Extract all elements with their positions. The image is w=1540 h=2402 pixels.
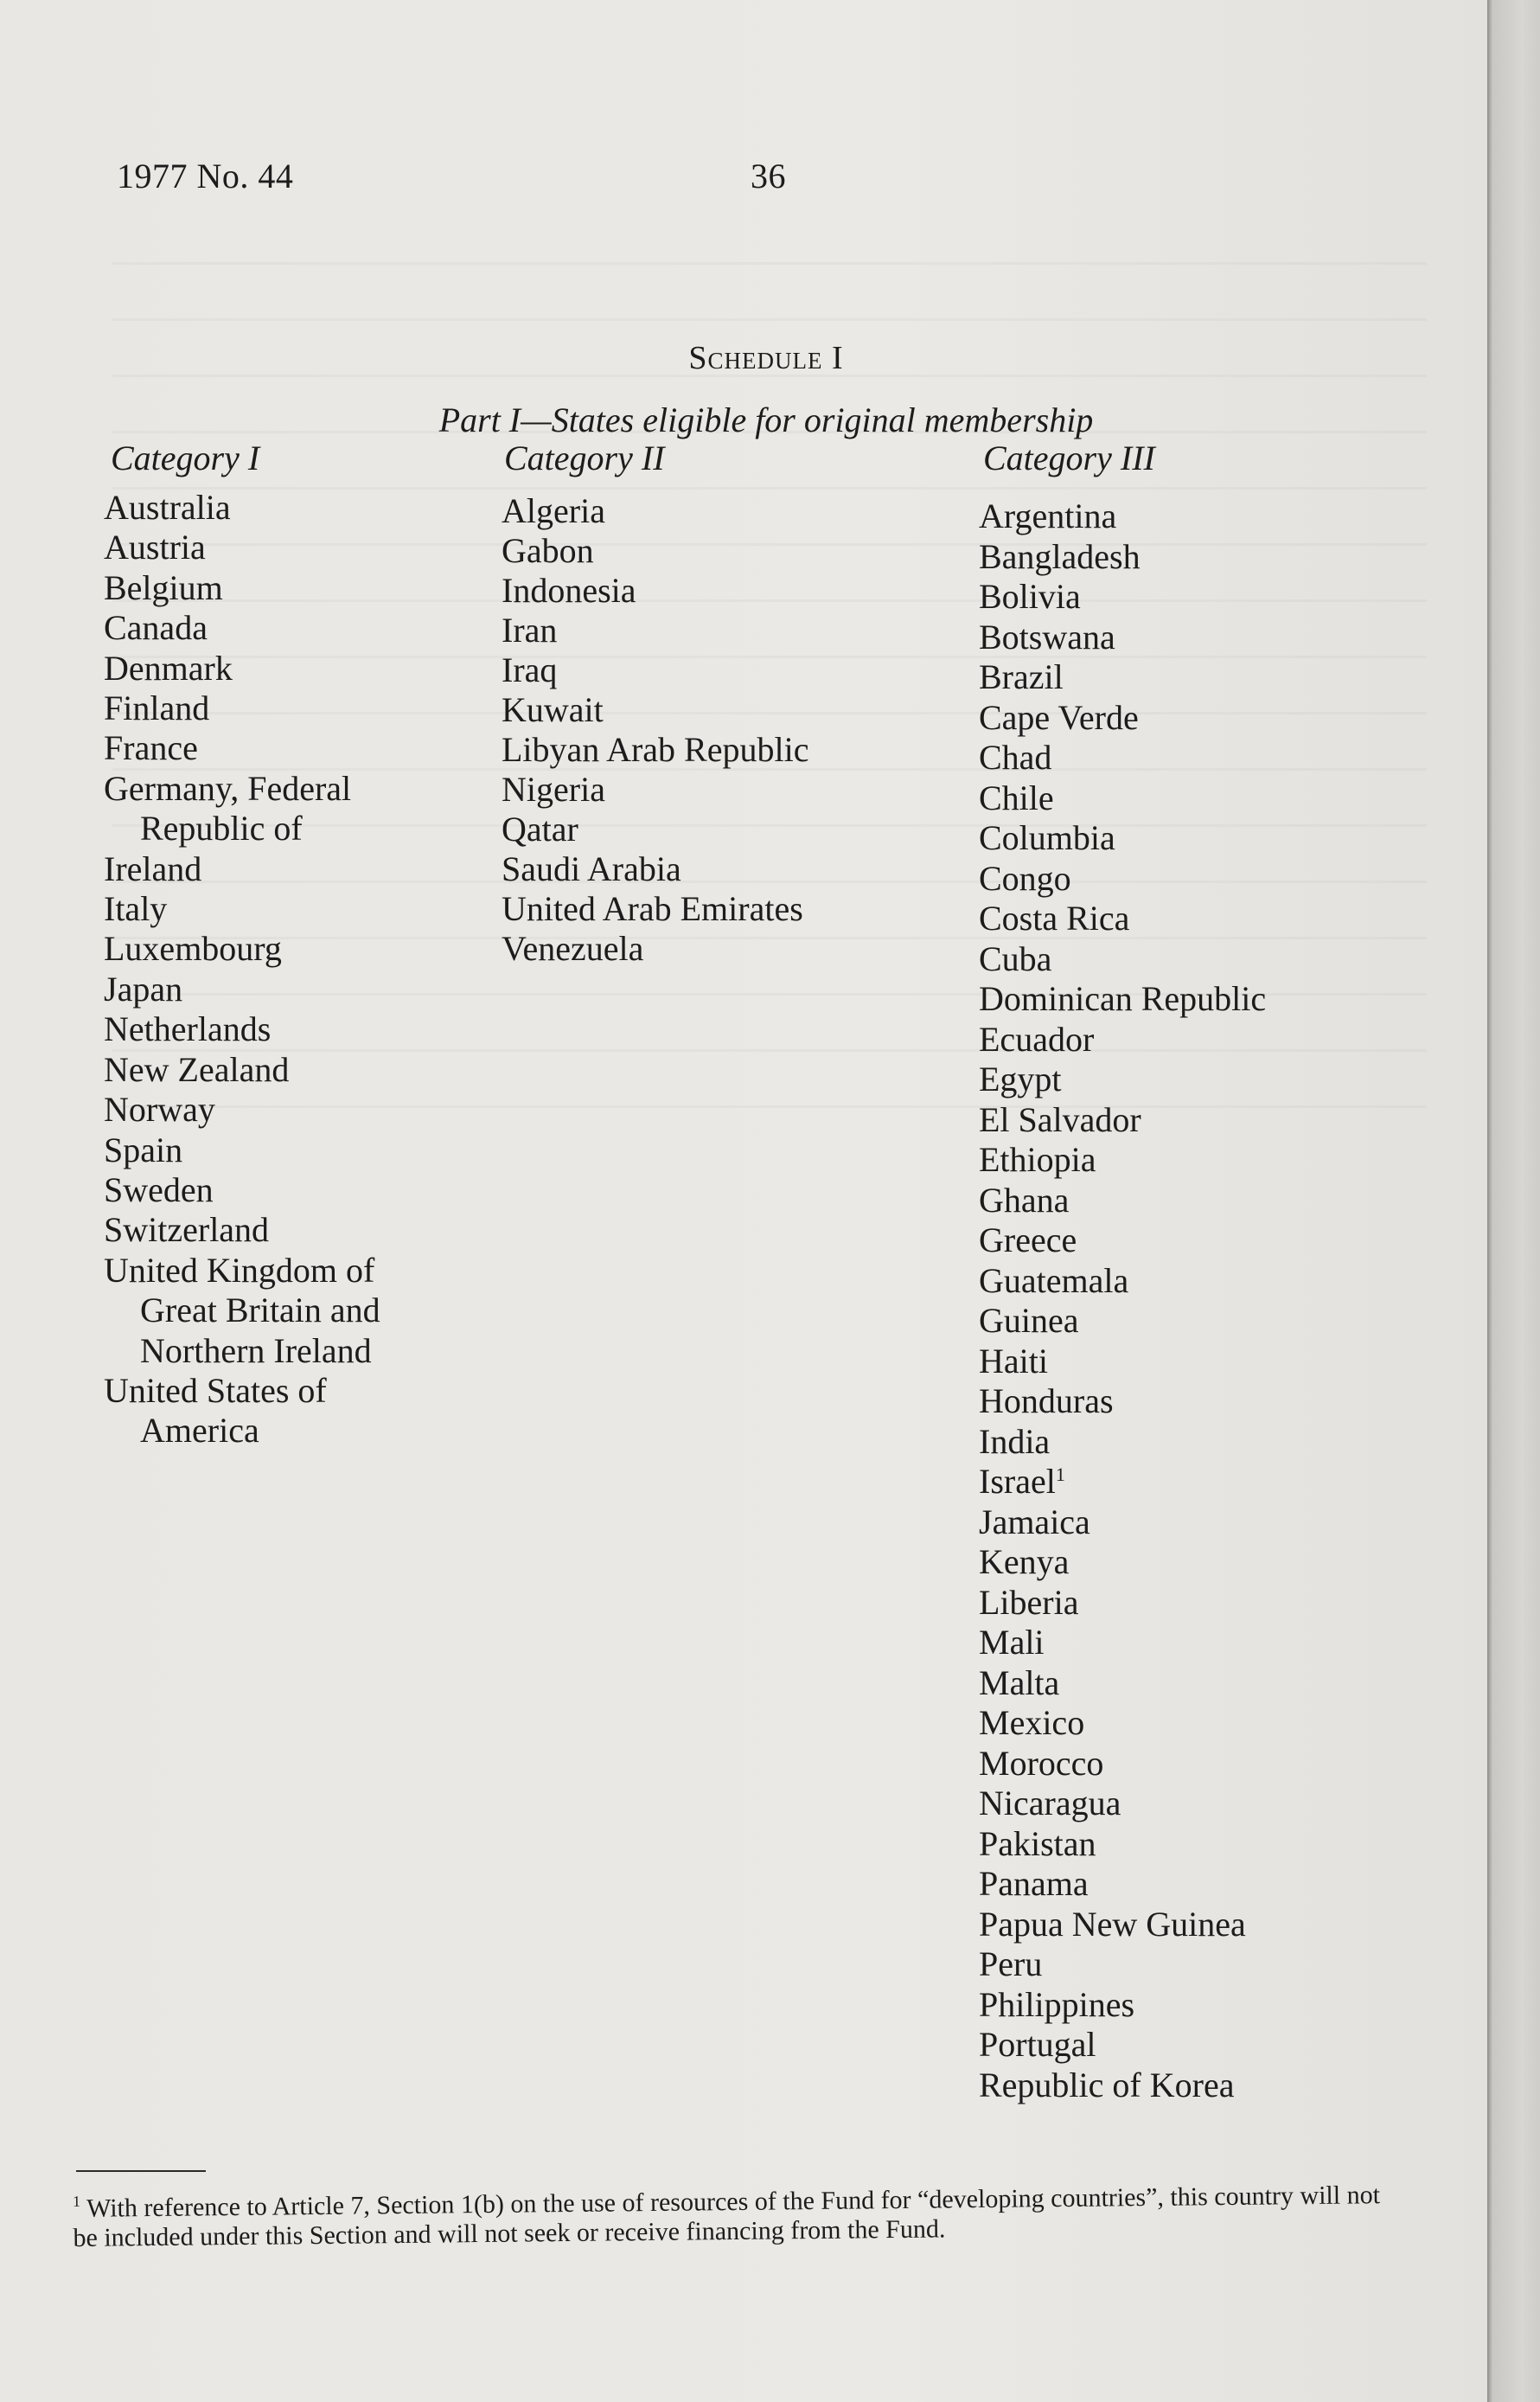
country-name: Cape Verde <box>979 697 1139 737</box>
country-entry <box>979 1744 1266 1784</box>
country-entry <box>979 577 1266 618</box>
country-entry-continuation <box>104 1331 380 1371</box>
country-entry <box>502 571 808 611</box>
country-name: Israel <box>979 1462 1056 1501</box>
country-entry <box>979 657 1266 698</box>
country-name: Morocco <box>979 1743 1104 1783</box>
country-entry <box>979 1100 1266 1141</box>
country-entry <box>979 1905 1266 1945</box>
country-name: Iran <box>502 611 558 650</box>
country-entry <box>502 531 808 571</box>
country-name: Argentina <box>979 496 1117 535</box>
footnote-marker: 1 <box>72 2192 81 2210</box>
country-name: Austria <box>104 528 206 567</box>
country-entry <box>104 528 380 567</box>
country-name: Chad <box>979 738 1052 777</box>
country-entry <box>104 769 380 809</box>
country-name: Algeria <box>502 491 605 530</box>
country-entry <box>979 496 1266 537</box>
country-name: Iraq <box>502 650 558 689</box>
country-name: Costa Rica <box>979 899 1130 938</box>
country-name: Great Britain and <box>140 1291 380 1330</box>
country-entry <box>979 2025 1266 2066</box>
country-name: Northern Ireland <box>140 1330 372 1370</box>
country-entry <box>502 810 808 849</box>
country-name: Nicaragua <box>979 1784 1121 1822</box>
country-name: Venezuela <box>502 929 644 968</box>
country-name: Italy <box>104 889 168 929</box>
column-heading-category-1: Category I <box>111 439 260 477</box>
country-entry-continuation <box>104 1411 380 1451</box>
country-name: United Arab Emirates <box>502 889 803 928</box>
book-gutter <box>1487 0 1540 2402</box>
country-entry <box>979 939 1266 980</box>
country-entry <box>502 690 808 730</box>
country-entry <box>502 491 808 531</box>
country-name: Columbia <box>979 818 1115 857</box>
country-entry <box>979 1301 1266 1342</box>
country-name: India <box>979 1421 1051 1461</box>
country-name: Nigeria <box>502 770 605 809</box>
country-name: Cuba <box>979 938 1052 978</box>
country-name: Libyan Arab Republic <box>502 730 809 769</box>
column-heading-category-2: Category II <box>504 439 665 477</box>
country-entry <box>979 1060 1266 1100</box>
country-entry <box>979 738 1266 778</box>
country-entry <box>979 1220 1266 1261</box>
country-name: Honduras <box>979 1381 1114 1420</box>
category-1-list <box>104 488 380 1451</box>
country-entry <box>502 730 808 770</box>
country-entry <box>104 1050 380 1090</box>
country-name: Japan <box>104 969 183 1009</box>
country-entry <box>979 1663 1266 1704</box>
country-name: Saudi Arabia <box>502 849 681 888</box>
footnote <box>73 2181 1388 2253</box>
country-name: Bolivia <box>979 577 1081 616</box>
country-entry <box>104 849 380 889</box>
country-name: Ghana <box>979 1180 1070 1220</box>
country-entry <box>104 488 380 528</box>
country-entry <box>104 1170 380 1210</box>
country-entry <box>104 649 380 689</box>
country-entry <box>104 970 380 1009</box>
country-name: United States of <box>104 1370 327 1410</box>
running-head-act-number: 1977 No. 44 <box>117 157 294 195</box>
country-entry <box>502 650 808 690</box>
country-entry <box>979 1422 1266 1463</box>
part-title: Part I—States eligible for original membership <box>438 400 1094 439</box>
country-name: Guinea <box>979 1301 1079 1340</box>
schedule-title: Schedule I <box>688 340 844 376</box>
country-name: Liberia <box>979 1582 1079 1622</box>
country-name: Egypt <box>979 1060 1062 1099</box>
country-entry <box>502 770 808 810</box>
country-name: Mexico <box>979 1703 1085 1742</box>
footnote-reference: 1 <box>1055 1464 1065 1485</box>
country-entry <box>979 1020 1266 1060</box>
country-entry <box>104 568 380 608</box>
country-entry <box>979 1181 1266 1221</box>
country-entry <box>104 689 380 728</box>
country-entry <box>979 899 1266 939</box>
country-entry <box>104 1131 380 1170</box>
country-name: Netherlands <box>104 1009 272 1049</box>
country-name: Haiti <box>979 1341 1048 1380</box>
country-name: Norway <box>104 1090 215 1130</box>
country-entry <box>979 618 1266 658</box>
country-entry <box>979 1342 1266 1382</box>
footnote-rule <box>76 2170 206 2172</box>
country-entry <box>104 1251 380 1291</box>
country-entry <box>104 889 380 929</box>
country-entry <box>979 859 1266 900</box>
country-name: Canada <box>104 608 208 648</box>
country-name: Indonesia <box>502 571 636 610</box>
country-entry <box>979 979 1266 1020</box>
country-name: Dominican Republic <box>979 979 1267 1018</box>
country-name: Brazil <box>979 657 1064 696</box>
page-number: 36 <box>751 157 786 195</box>
country-name: Spain <box>104 1130 183 1169</box>
country-name: Papua New Guinea <box>979 1904 1246 1944</box>
country-entry <box>979 1864 1266 1905</box>
country-name: Finland <box>104 689 210 728</box>
country-entry-continuation <box>104 809 380 849</box>
country-name: Luxembourg <box>104 929 282 969</box>
country-entry <box>104 1009 380 1049</box>
country-entry <box>979 698 1266 739</box>
country-name: Congo <box>979 858 1071 898</box>
country-entry <box>104 608 380 648</box>
country-name: Chile <box>979 778 1054 817</box>
country-entry <box>104 1090 380 1130</box>
country-entry <box>979 1542 1266 1583</box>
country-entry <box>104 728 380 768</box>
country-name: Belgium <box>104 567 223 607</box>
country-entry <box>104 1210 380 1250</box>
country-name: Denmark <box>104 648 233 688</box>
country-name: Pakistan <box>979 1823 1096 1863</box>
country-entry <box>979 1261 1266 1302</box>
country-name: Ethiopia <box>979 1140 1096 1179</box>
country-entry <box>979 1784 1266 1824</box>
country-name: Peru <box>979 1944 1043 1983</box>
country-entry <box>502 929 808 969</box>
country-entry <box>979 1985 1266 2026</box>
country-name: Mali <box>979 1623 1045 1662</box>
country-entry-continuation <box>104 1291 380 1330</box>
country-name: Ireland <box>104 849 202 888</box>
country-name: America <box>140 1411 259 1451</box>
country-name: Republic of Korea <box>979 2065 1235 2104</box>
country-name: Australia <box>104 488 231 527</box>
country-name: Republic of <box>140 809 303 849</box>
country-entry <box>979 2066 1266 2106</box>
country-name: Greece <box>979 1220 1077 1259</box>
country-entry <box>979 1703 1266 1744</box>
category-2-list <box>502 491 808 969</box>
country-entry <box>979 1583 1266 1624</box>
country-name: Kuwait <box>502 690 604 729</box>
country-entry <box>979 537 1266 578</box>
country-entry <box>979 1140 1266 1181</box>
country-entry <box>502 611 808 650</box>
country-name: Jamaica <box>979 1502 1090 1541</box>
country-entry <box>979 1824 1266 1865</box>
country-name: New Zealand <box>104 1049 290 1089</box>
country-entry <box>502 889 808 929</box>
footnote-text: With reference to Article 7, Section 1(b) on the use of resources of the Fund for “developing countries”, this country will not be included under this Section and will not seek or receive financing from the Fund. <box>73 2181 1381 2252</box>
country-name: Ecuador <box>979 1019 1095 1059</box>
country-name: Germany, Federal <box>104 768 352 808</box>
country-name: El Salvador <box>979 1099 1141 1139</box>
country-name: Guatemala <box>979 1260 1129 1300</box>
country-name: Kenya <box>979 1542 1070 1581</box>
country-entry <box>104 929 380 969</box>
country-entry <box>979 818 1266 859</box>
country-name: Philippines <box>979 1984 1135 2024</box>
country-name: Gabon <box>502 531 594 570</box>
country-name: Bangladesh <box>979 536 1141 576</box>
country-entry <box>979 778 1266 819</box>
country-name: Malta <box>979 1662 1060 1702</box>
column-heading-category-3: Category III <box>983 439 1155 477</box>
country-entry <box>979 1623 1266 1663</box>
country-name: France <box>104 728 198 768</box>
country-entry <box>979 1381 1266 1422</box>
country-entry <box>979 1462 1266 1502</box>
country-entry <box>979 1502 1266 1543</box>
country-entry <box>104 1371 380 1411</box>
country-name: United Kingdom of <box>104 1250 375 1290</box>
country-entry <box>502 849 808 889</box>
country-name: Panama <box>979 1864 1089 1903</box>
category-3-list <box>979 496 1266 2105</box>
country-name: Sweden <box>104 1169 214 1209</box>
country-entry <box>979 1944 1266 1985</box>
country-name: Botswana <box>979 617 1115 657</box>
country-name: Switzerland <box>104 1210 270 1250</box>
country-name: Qatar <box>502 810 578 849</box>
country-name: Portugal <box>979 2025 1096 2064</box>
